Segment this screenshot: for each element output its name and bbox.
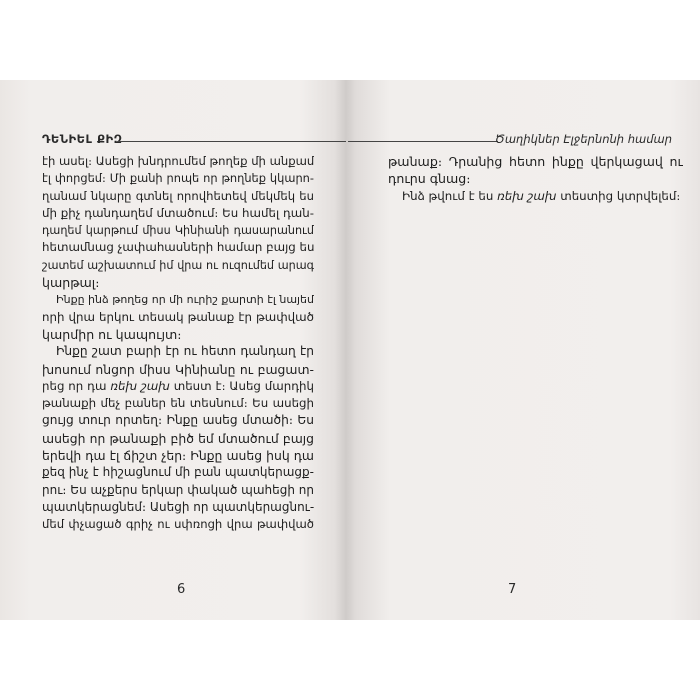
text-line: Ինքը շատ բարի էր ու հետո դանդաղ էր bbox=[56, 344, 314, 359]
page-number: 6 bbox=[177, 582, 186, 597]
text-line: ցույց տուր որտեղ։ Ինքը ասեց մտածի։ Ես bbox=[42, 413, 314, 428]
text-line: թանաքի մեչ բաներ են տեսնում։ Ես ասեցի bbox=[42, 396, 314, 411]
text-line: պատկերացնեմ։ Ասեցի որ պատկերացնու- bbox=[42, 499, 314, 514]
header-rule bbox=[118, 141, 346, 142]
book-spread bbox=[0, 80, 700, 620]
text-line: հետամնաց չափահասների համար բայց ես bbox=[42, 240, 314, 255]
running-head-title: Ծաղիկներ Էլջերնոնի համար bbox=[494, 132, 672, 146]
text-line: էի ասել։ Ասեցի խնդրումեմ թողեք մի անքամ bbox=[42, 154, 314, 168]
text-line: ասեցի որ թանաքի բիծ եմ մտածում բայց bbox=[42, 430, 314, 446]
text-line: քեզ ինչ է հիշացնում մի բան պատկերացք- bbox=[42, 465, 314, 480]
right-page-body-text bbox=[388, 153, 683, 205]
text-line: դաղեմ կարթում միսս Կինիանի դասարանում bbox=[42, 224, 314, 238]
right-page bbox=[348, 80, 700, 620]
text-line: թանաք։ Դրանից հետո ինքը վերկացավ ու bbox=[388, 154, 683, 169]
text-line: Ինքը ինձ թողեց որ մի ուրիշ քարտի էլ նայեմ bbox=[56, 293, 314, 307]
text-line: րու։ Ես աչքերս երկար փակած պահեցի որ bbox=[42, 482, 314, 497]
page-number: 7 bbox=[508, 582, 517, 597]
running-head-author: ԴԵՆԻԵԼ ՔԻԶ bbox=[42, 132, 123, 146]
text-line: ղանամ նկարը գտնել որովհետեվ մեկմեկ ես bbox=[42, 188, 314, 203]
left-page-body-text bbox=[42, 153, 314, 534]
text-line: շատեմ աշխատում իմ վրա ու ուզումեմ արագ bbox=[42, 258, 314, 272]
text-line: րեց որ դա ռեխ շախ տեստ է։ Ասեց մարդիկ bbox=[42, 378, 314, 393]
header-rule bbox=[348, 141, 498, 142]
text-line: կարմիր ու կապույտ։ bbox=[42, 326, 182, 342]
text-line: խոսում ոնցոր միսս Կինիանը ու բացատ- bbox=[42, 361, 314, 377]
text-line: Ինձ թվում է ես ռեխ շախ տեստից կտրվելեմ։ bbox=[402, 188, 681, 203]
text-line: կարթալ։ bbox=[42, 275, 100, 291]
text-line: էլ փորցեմ։ Մի քանի րոպե որ թողնեք կկարո- bbox=[42, 171, 314, 186]
text-line: մեմ փչացած գրիչ ու սփռոցի վրա թափված bbox=[42, 517, 314, 532]
text-line: երեվի դա էլ ճիշտ չեր։ Ինքը ասեց իսկ դա bbox=[42, 448, 314, 464]
text-line: դուրս գնաց։ bbox=[388, 171, 471, 187]
text-line: որի վրա երկու տեսակ թանաք էր թափված bbox=[42, 309, 314, 324]
text-line: մի քիչ դանդաղեմ մտածում։ Ես համել դան- bbox=[42, 205, 314, 220]
left-page bbox=[0, 80, 346, 620]
